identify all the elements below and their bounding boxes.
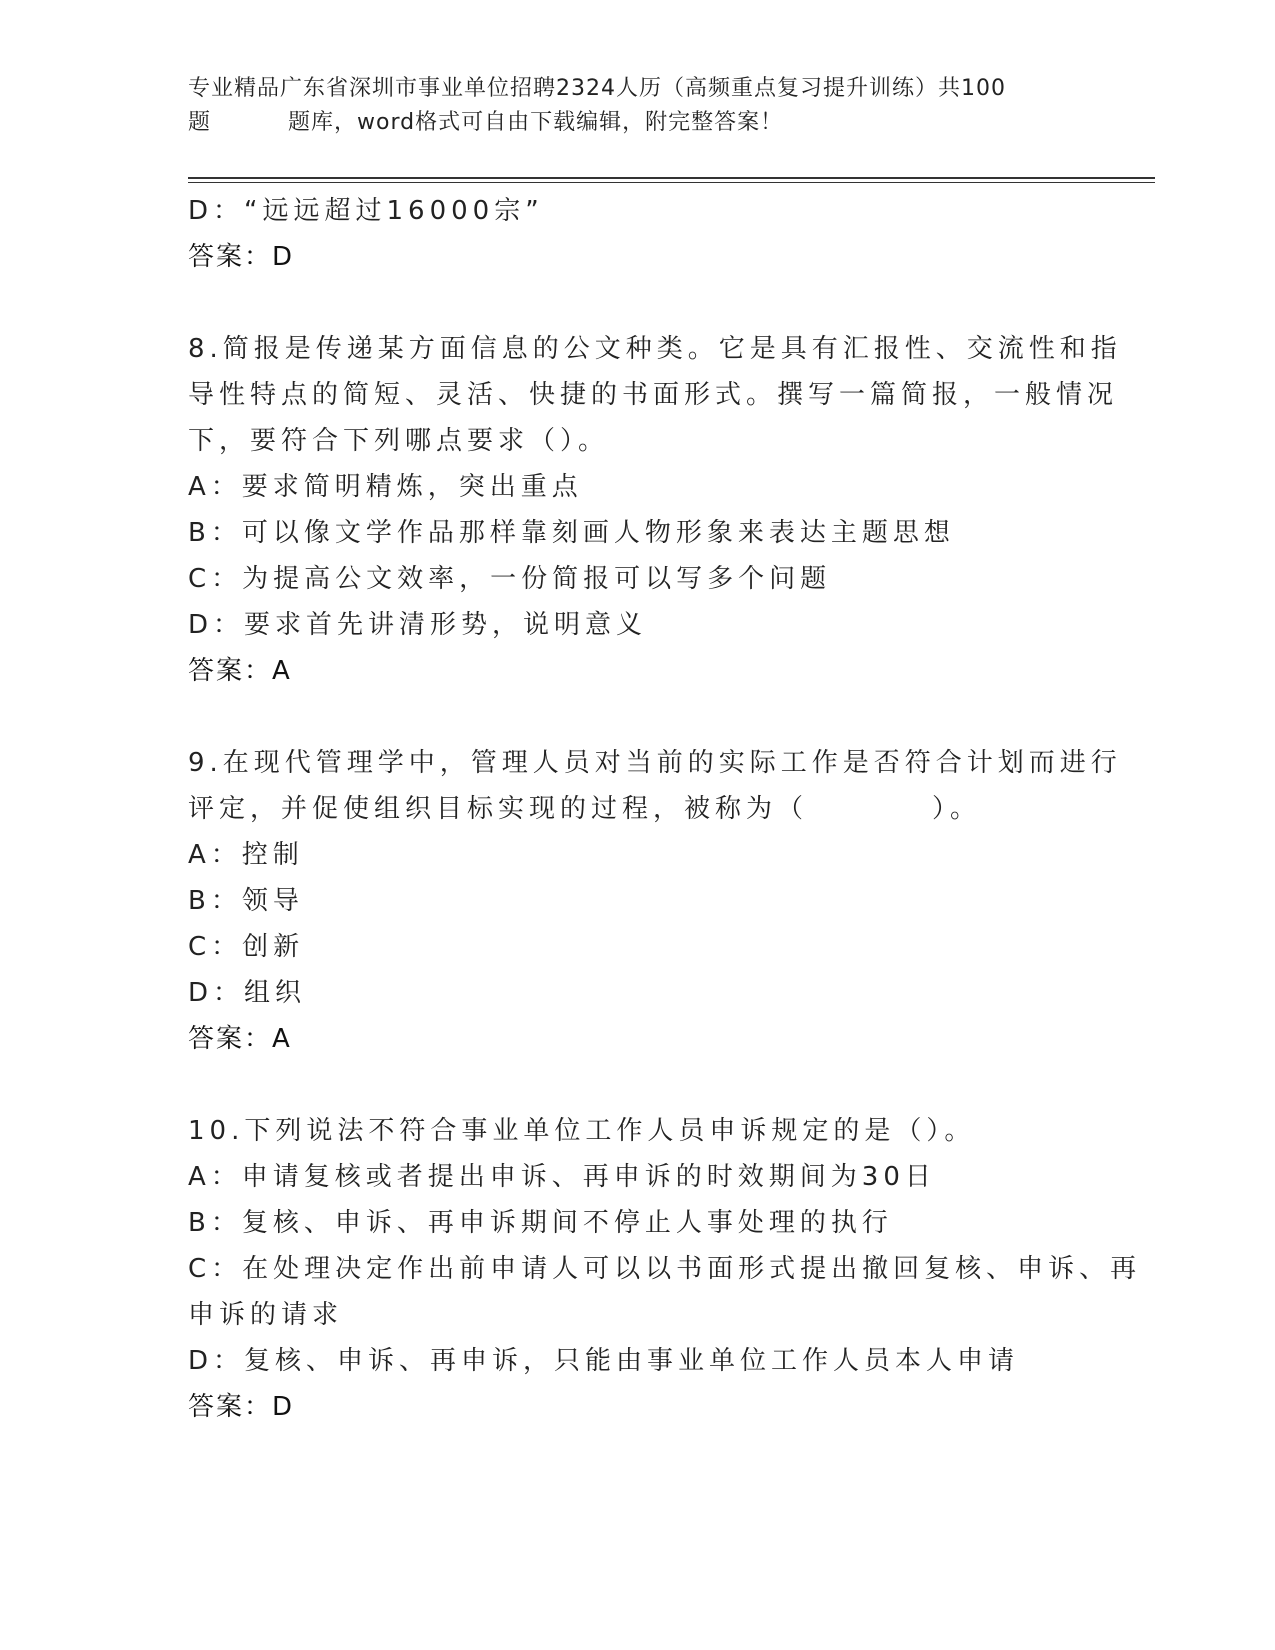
prev-option-d: D：“远远超过16000宗” [188, 196, 544, 226]
spacer [188, 280, 1088, 326]
header-rule-thin [188, 182, 1155, 183]
option-d: D：组织 [188, 978, 307, 1008]
prev-answer: 答案：D [188, 242, 295, 272]
question-stem-line: 8.简报是传递某方面信息的公文种类。它是具有汇报性、交流性和指 [188, 334, 1122, 364]
option-a: A：要求简明精炼，突出重点 [188, 472, 583, 502]
option-c: C：在处理决定作出前申请人可以以书面形式提出撤回复核、申诉、再 [188, 1254, 1142, 1284]
question-9 [188, 740, 1122, 1062]
answer: 答案：A [188, 1024, 292, 1054]
question-stem-line: 10.下列说法不符合事业单位工作人员申诉规定的是（）。 [188, 1116, 976, 1146]
option-d: D：复核、申诉、再申诉，只能由事业单位工作人员本人申请 [188, 1346, 1020, 1376]
question-stem-line: 下，要符合下列哪点要求（）。 [188, 426, 610, 456]
option-b: B：可以像文学作品那样靠刻画人物形象来表达主题思想 [188, 518, 955, 548]
question-10 [188, 1108, 1142, 1430]
option-b: B：复核、申诉、再申诉期间不停止人事处理的执行 [188, 1208, 893, 1238]
header-line2-rest: 题库，word格式可自由下载编辑，附完整答案！ [288, 110, 784, 135]
option-c: C：创新 [188, 932, 305, 962]
question-stem-line: 9.在现代管理学中，管理人员对当前的实际工作是否符合计划而进行 [188, 748, 1122, 778]
spacer [188, 694, 1088, 740]
header-rule-thick [188, 177, 1155, 179]
header-title-line1: 专业精品广东省深圳市事业单位招聘2324人历（高频重点复习提升训练）共100 [188, 76, 1006, 101]
header-line2-prefix: 题 [188, 110, 212, 135]
document-body [188, 188, 1142, 1430]
option-a: A：申请复核或者提出申诉、再申诉的时效期间为30日 [188, 1162, 936, 1192]
option-b: B：领导 [188, 886, 304, 916]
option-a: A：控制 [188, 840, 304, 870]
option-d: D：要求首先讲清形势，说明意义 [188, 610, 648, 640]
answer: 答案：A [188, 656, 292, 686]
option-c-continued: 申诉的请求 [188, 1300, 344, 1330]
spacer [188, 1062, 1088, 1108]
option-c: C：为提高公文效率，一份简报可以写多个问题 [188, 564, 832, 594]
question-8 [188, 326, 1122, 694]
question-stem-line: 评定，并促使组织目标实现的过程，被称为（ ）。 [188, 794, 982, 824]
header-title-line2 [188, 106, 1088, 140]
question-stem-line: 导性特点的简短、灵活、快捷的书面形式。撰写一篇简报，一般情况 [188, 380, 1119, 410]
page-header [188, 72, 1088, 140]
answer: 答案：D [188, 1392, 295, 1422]
